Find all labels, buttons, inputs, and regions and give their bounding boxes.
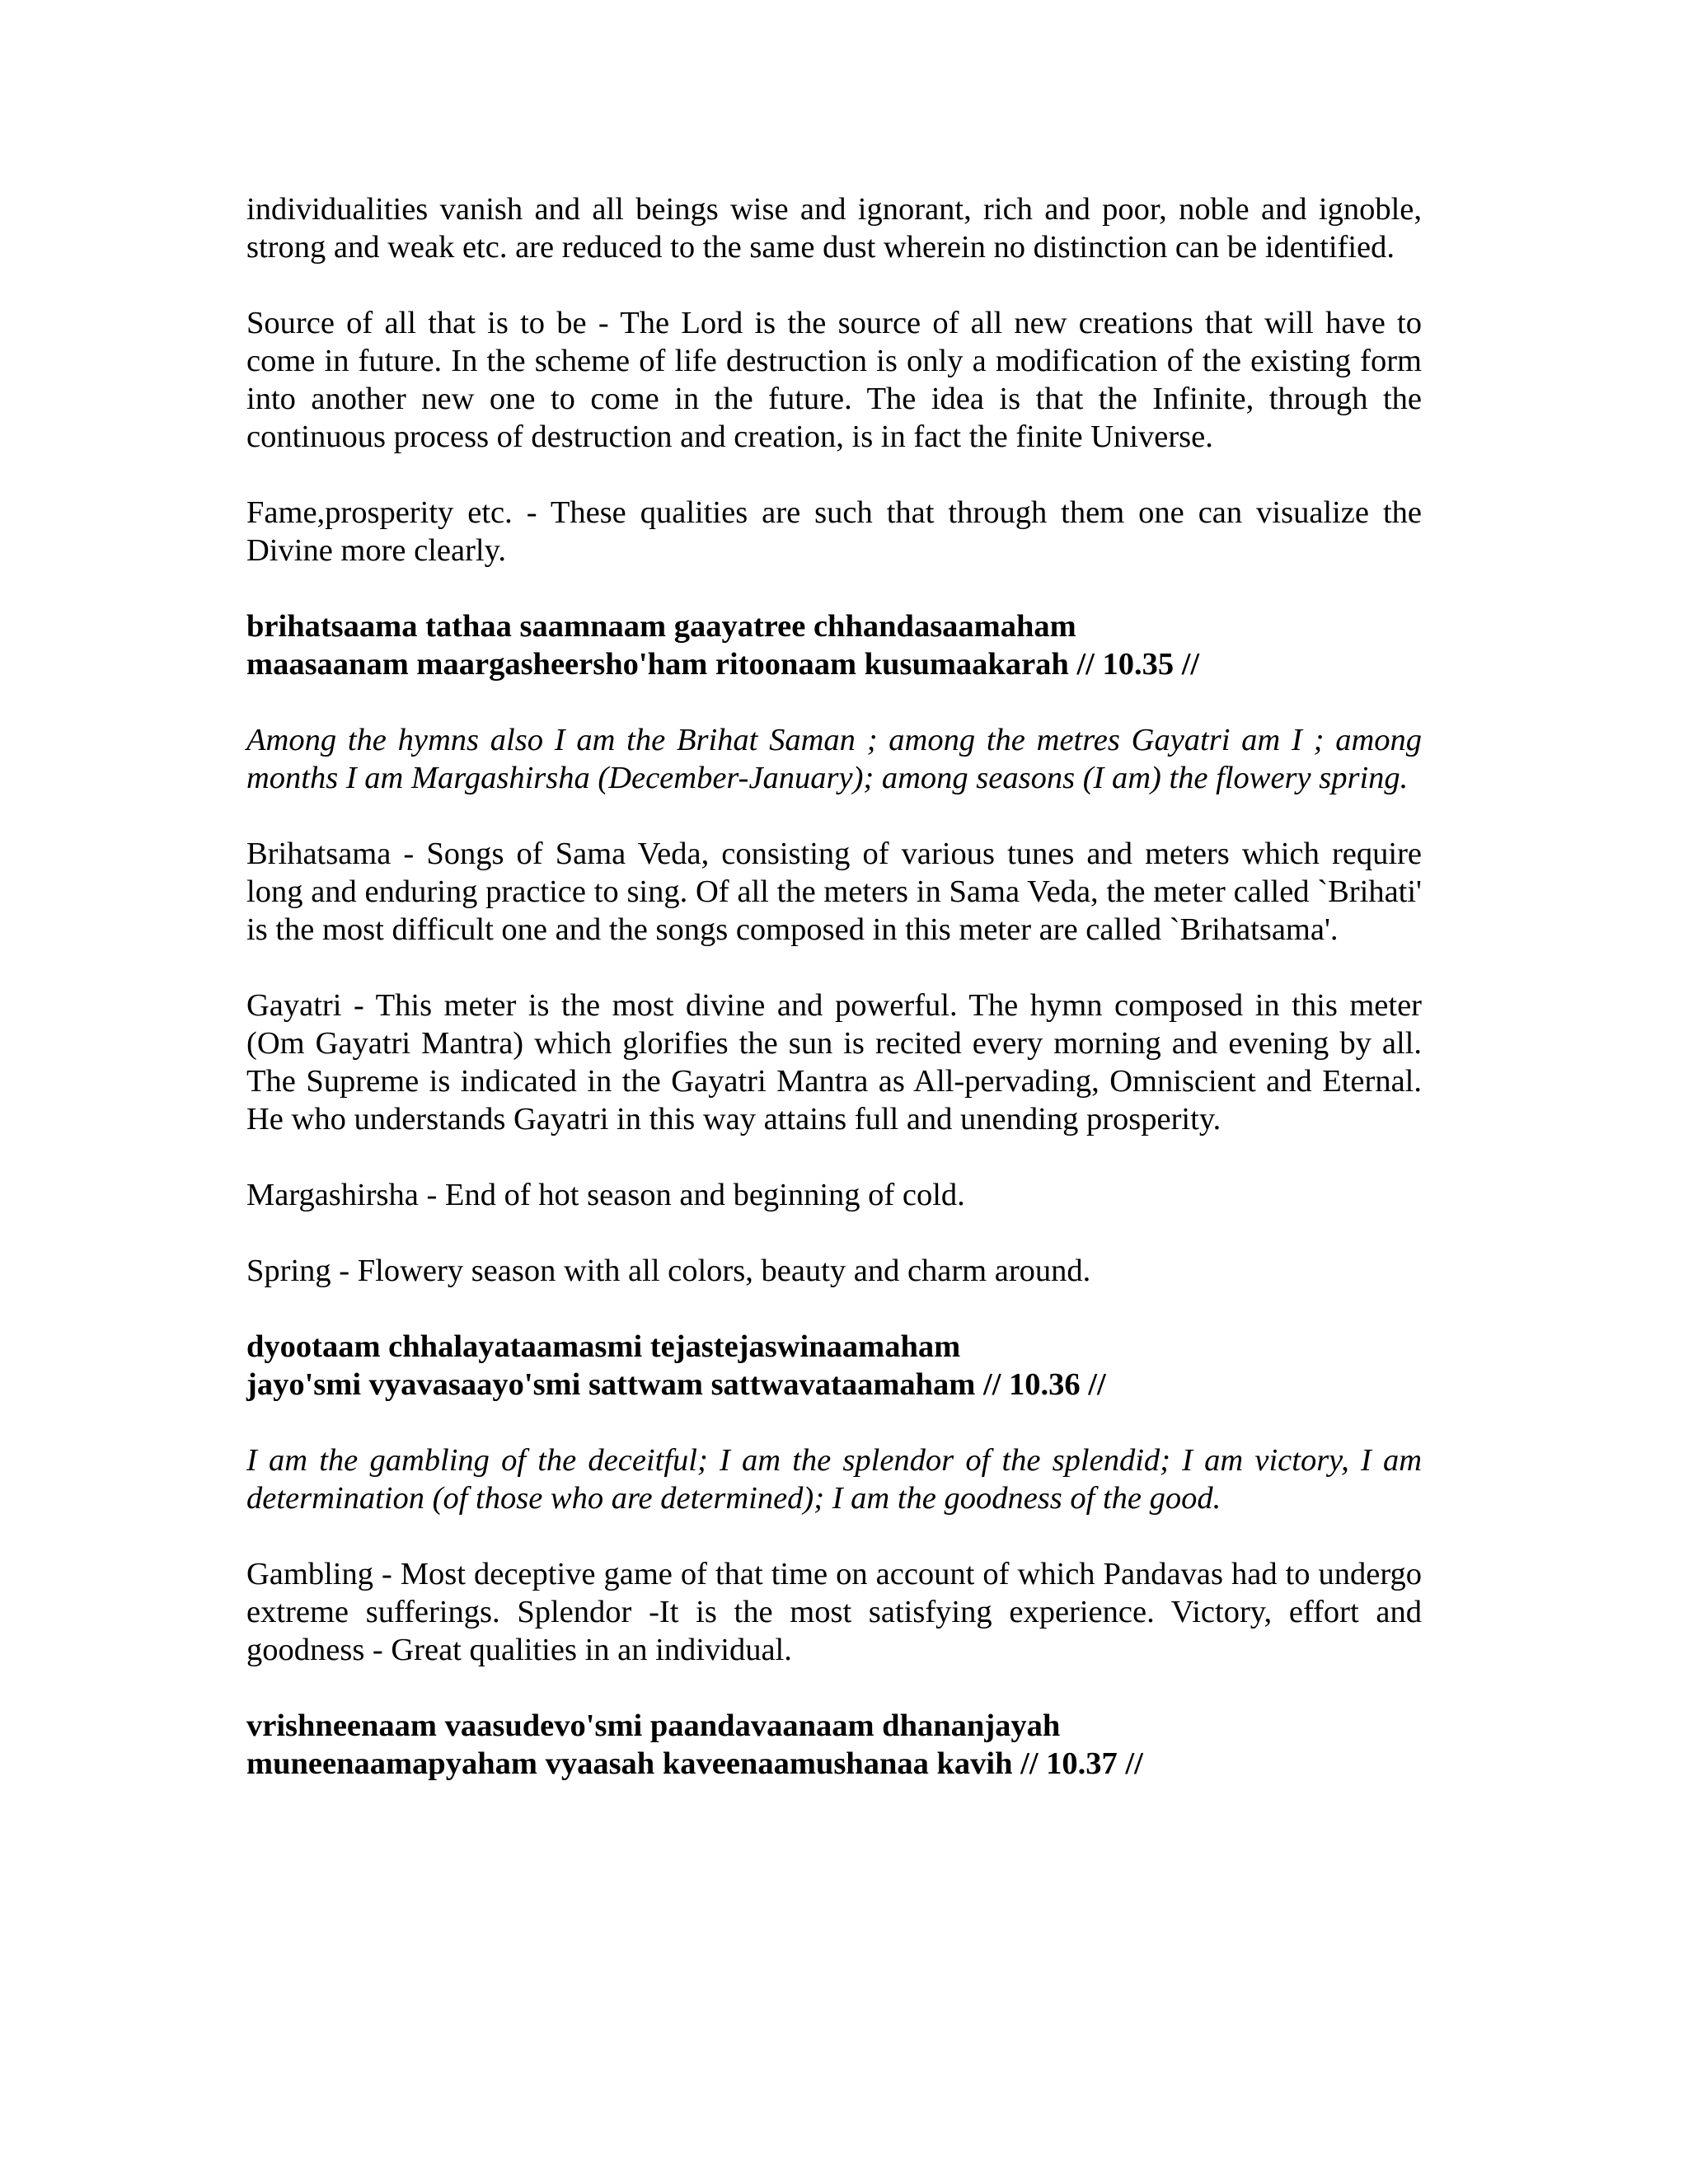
verse-10-35 [246,607,1422,683]
paragraph-gambling: Gambling - Most deceptive game of that time on account of which Pandavas had to undergo extreme sufferings. Splendor -It is the most satisfying experience. Victory, effort and goodness - Great qualities in an individual. [246,1557,1422,1667]
verse-10-36-line-1: dyootaam chhalayataamasmi tejastejaswinaamaham [246,1329,961,1364]
verse-10-36 [246,1328,1422,1404]
paragraph-individualities: individualities vanish and all beings wise and ignorant, rich and poor, noble and ignoble, strong and weak etc. are reduced to the same dust wherein no distinction can be identified. [246,192,1422,265]
document-page [246,190,1422,1783]
verse-10-35-line-2: maasaanam maargasheersho'ham ritoonaam kusumaakarah // 10.35 // [246,647,1200,682]
paragraph-gayatri: Gayatri - This meter is the most divine and powerful. The hymn composed in this meter (Om Gayatri Mantra) which glorifies the sun is recited every morning and evening by all. The Supreme is indicated in the Gayatri Mantra as All-pervading, Omniscient and Eternal. He who understands Gayatri in this way attains full and unending prosperity. [246,988,1422,1137]
translation-10-36: I am the gambling of the deceitful; I am the splendor of the splendid; I am victory, I am determination (of those who are determined); I am the goodness of the good. [246,1443,1422,1516]
verse-10-36-line-2: jayo'smi vyavasaayo'smi sattwam sattwavataamaham // 10.36 // [246,1367,1106,1402]
paragraph-margashirsha: Margashirsha - End of hot season and beginning of cold. [246,1178,965,1212]
verse-10-35-line-1: brihatsaama tathaa saamnaam gaayatree chhandasaamaham [246,609,1076,644]
verse-10-37-line-1: vrishneenaam vaasudevo'smi paandavaanaam dhananjayah [246,1708,1061,1743]
paragraph-fame-prosperity: Fame,prosperity etc. - These qualities are such that through them one can visualize the Divine more clearly. [246,495,1422,568]
paragraph-source-of-all: Source of all that is to be - The Lord is the source of all new creations that will have to come in future. In the scheme of life destruction is only a modification of the existing form into another new one to come in the future. The idea is that the Infinite, through the continuous process of destruction and creation, is in fact the finite Universe. [246,306,1422,454]
translation-10-35: Among the hymns also I am the Brihat Saman ; among the metres Gayatri am I ; among months I am Margashirsha (December-January); among seasons (I am) the flowery spring. [246,723,1422,795]
paragraph-spring: Spring - Flowery season with all colors, beauty and charm around. [246,1254,1091,1288]
paragraph-brihatsama: Brihatsama - Songs of Sama Veda, consisting of various tunes and meters which require long and enduring practice to sing. Of all the meters in Sama Veda, the meter called `Brihati' is the most difficult one and the songs composed in this meter are called `Brihatsama'. [246,837,1422,947]
verse-10-37 [246,1707,1422,1783]
verse-10-37-line-2: muneenaamapyaham vyaasah kaveenaamushanaa kavih // 10.37 // [246,1746,1143,1781]
